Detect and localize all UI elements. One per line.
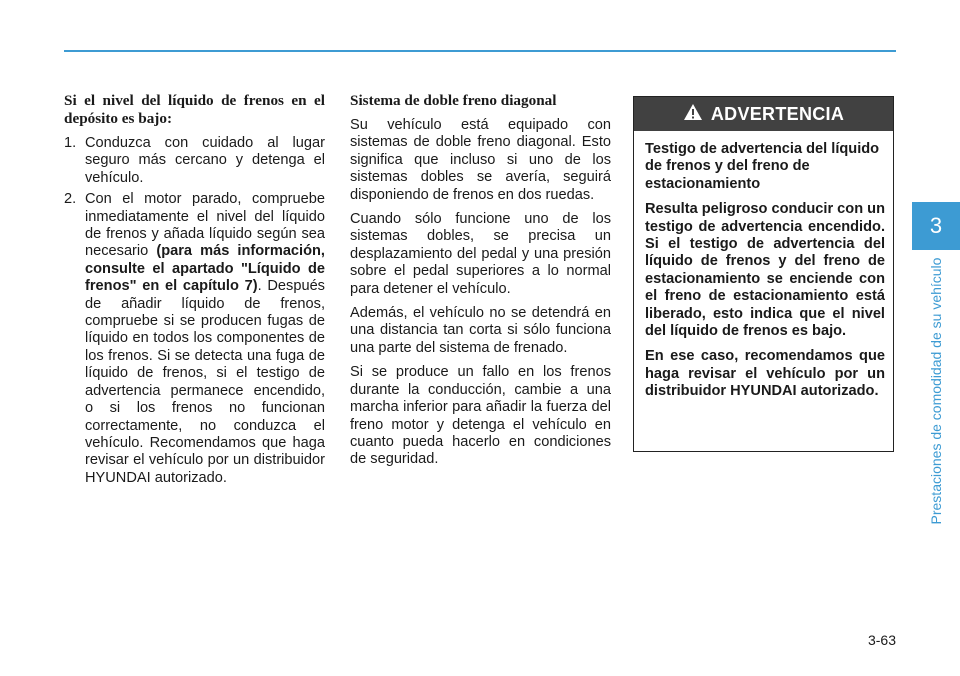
list-item: [64, 135, 325, 187]
step-text: Con el motor parado, compruebe inmediatamente el nivel del líquido de frenos y añada líquido según sea necesario: [85, 191, 325, 260]
step-number: 2.: [64, 191, 77, 208]
step-reference: (para más información, consulte el apartado "Líquido de frenos" en el capítulo 7): [85, 243, 325, 295]
paragraph: Cuando sólo funcione uno de los sistemas dobles, se precisa un desplazamiento del pedal y una presión sobre el pedal superiores a lo normal para detener el vehículo.: [350, 211, 611, 297]
paragraph: Su vehículo está equipado con sistemas de doble freno diagonal. Esto significa que incluso si uno de los sistemas dobles se avería, seguirá disponiendo de frenos en dos ruedas.: [350, 117, 611, 203]
chapter-tab: 3: [912, 202, 960, 250]
step-number: 1.: [64, 135, 77, 151]
top-rule: [64, 50, 896, 52]
left-column: [64, 92, 325, 491]
paragraph: Además, el vehículo no se detendrá en una distancia tan corta si sólo funciona una parte del sistema de frenado.: [350, 305, 611, 356]
chapter-title: Prestaciones de comodidad de su vehículo: [928, 257, 944, 525]
step-text-continued: . Después de añadir líquido de frenos, compruebe si se producen fugas de líquido en todos los componentes de los frenos. Si se detecta una fuga de líquido de frenos, si el testigo de advertencia permanece encendido, o si los frenos no funcionan correctamente, no conduzca el vehículo. Recomendamos que haga revisar el vehículo por un distribuidor HYUNDAI autorizado.: [85, 278, 325, 486]
warning-paragraph: En ese caso, recomendamos que haga revisar el vehículo por un distribuidor HYUNDAI autorizado.: [645, 348, 885, 400]
warning-triangle-icon: [683, 103, 703, 126]
warning-paragraph: Resulta peligroso conducir con un testigo de advertencia encendido. Si el testigo de advertencia del líquido de frenos y del freno de estacionamiento se enciende con el freno de estacionamiento está liberado, esto indica que el nivel del líquido de frenos es bajo.: [645, 201, 886, 340]
paragraph: Si se produce un fallo en los frenos durante la conducción, cambie a una marcha inferior para añadir la fuerza del freno motor y detenga el vehículo en cuanto pueda hacerlo en condiciones de seguridad.: [350, 364, 611, 468]
list-item: [64, 191, 325, 487]
page-number: 3-63: [867, 632, 896, 648]
warning-header: [634, 97, 893, 131]
warning-box: [633, 96, 894, 452]
warning-subtitle: Testigo de advertencia del líquido de frenos y del freno de estacionamiento: [645, 141, 880, 192]
warning-body: [634, 131, 893, 401]
warning-title: ADVERTENCIA: [710, 103, 845, 124]
middle-column: [350, 92, 611, 476]
steps-list: [64, 135, 325, 487]
step-text: Conduzca con cuidado al lugar seguro más cercano y detenga el vehículo.: [85, 135, 325, 186]
section-heading: Sistema de doble freno diagonal: [350, 92, 557, 109]
section-heading: Si el nivel del líquido de frenos en el depósito es bajo:: [64, 92, 325, 127]
